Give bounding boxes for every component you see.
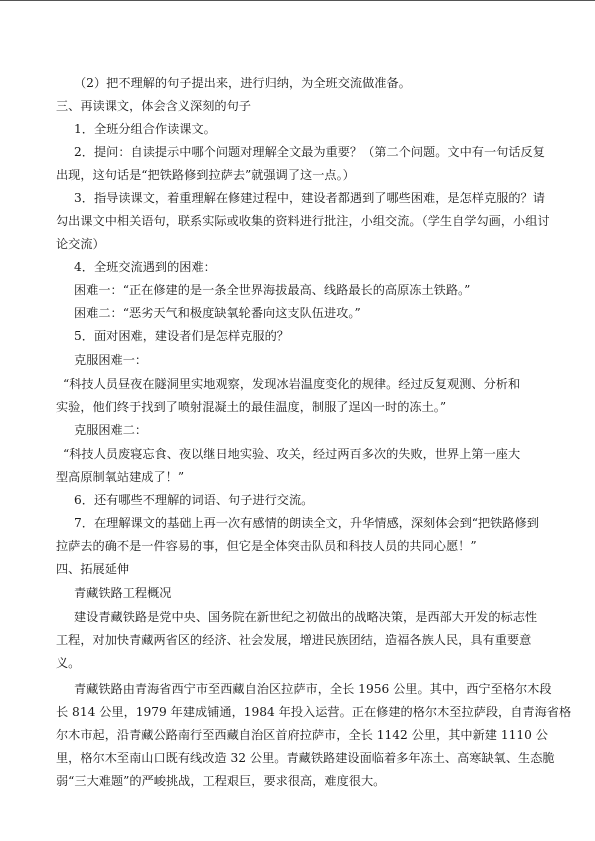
overcome-2-heading: 克服困难二： xyxy=(74,423,148,437)
item-7-line: 7．在理解课文的基础上再一次有感情的朗读全文，升华情感，深刻体会到“把铁路修到 xyxy=(74,516,539,530)
page-top-rule xyxy=(0,0,595,1)
article-title: 青藏铁路工程概况 xyxy=(74,586,172,600)
overcome-1-quote-end: 实验，他们终于找到了喷射混凝土的最佳温度，制服了逞凶一时的冻土。” xyxy=(56,400,447,414)
overcome-1-heading: 克服困难一： xyxy=(74,353,148,367)
item-6-line: 6．还有哪些不理解的词语、句子进行交流。 xyxy=(74,493,314,507)
article-p1-line1: 建设青藏铁路是党中央、国务院在新世纪之初做出的战略决策，是西部大开发的标志性 xyxy=(74,610,538,624)
item-7-continuation: 拉萨去的确不是一件容易的事，但它是全体突击队员和科技人员的共同心愿！” xyxy=(56,539,477,553)
article-p2-line1: 青藏铁路由青海省西宁市至西藏自治区拉萨市，全长 1956 公里。其中，西宁至格尔木段 xyxy=(74,682,552,696)
section-4-heading: 四、拓展延伸 xyxy=(56,562,130,576)
overcome-1-quote: “科技人员昼夜在隧洞里实地观察，发现冰岩温度变化的规律。经过反复观测、分析和 xyxy=(63,377,521,391)
item-5-line: 5．面对困难，建设者们是怎样克服的？ xyxy=(74,329,289,343)
item-4-line: 4．全班交流遇到的困难： xyxy=(74,260,216,274)
article-p1-line2: 工程，对加快青藏两省区的经济、社会发展，增进民族团结，造福各族人民，具有重要意 xyxy=(56,633,532,647)
article-p2-line5: 弱“三大难题”的严峻挑战，工程艰巨，要求很高，难度很大。 xyxy=(56,774,386,788)
difficulty-2-line: 困难二：“恶劣天气和极度缺氧轮番向这支队伍进攻。” xyxy=(74,306,361,320)
item-2-line: 2．提问：自读提示中哪个问题对理解全文最为重要？（第二个问题。文中有一句话反复 xyxy=(74,145,545,159)
article-p2-line3: 尔木市起，沿青藏公路南行至西藏自治区首府拉萨市，全长 1142 公里，其中新建 1110 公 xyxy=(56,728,548,742)
article-p2-line2: 长 814 公里，1979 年建成铺通，1984 年投入运营。正在修建的格尔木至拉萨段，自青海省格 xyxy=(56,705,572,719)
overcome-2-quote: “科技人员废寝忘食、夜以继日地实验、攻关，经过两百多次的失败，世界上第一座大 xyxy=(63,447,521,461)
section-3-heading: 三、再读课文，体会含义深刻的句子 xyxy=(56,99,251,113)
article-p1-line3: 义。 xyxy=(56,656,81,670)
article-p2-line4: 里，格尔木至南山口既有线改造 32 公里。青藏铁路建设面临着多年冻土、高寒缺氧、生态脆 xyxy=(56,751,555,765)
item-3-continuation-end: 论交流） xyxy=(56,237,105,251)
item-3-continuation: 勾出课文中相关语句，联系实际或收集的资料进行批注，小组交流。（学生自学勾画，小组讨 xyxy=(56,214,550,228)
difficulty-1-line: 困难一：“正在修建的是一条全世界海拔最高、线路最长的高原冻土铁路。” xyxy=(74,283,471,297)
overcome-2-quote-end: 型高原制氧站建成了！” xyxy=(56,470,185,484)
step-2-2-line: （2）把不理解的句子提出来，进行归纳，为全班交流做准备。 xyxy=(74,76,411,90)
item-3-line: 3．指导读课文，着重理解在修建过程中，建设者都遇到了哪些困难，是怎样克服的？请 xyxy=(74,191,545,205)
item-1-line: 1．全班分组合作读课文。 xyxy=(74,122,216,136)
item-2-continuation: 出现，这句话是“把铁路修到拉萨去”就强调了这一点。） xyxy=(56,168,355,182)
